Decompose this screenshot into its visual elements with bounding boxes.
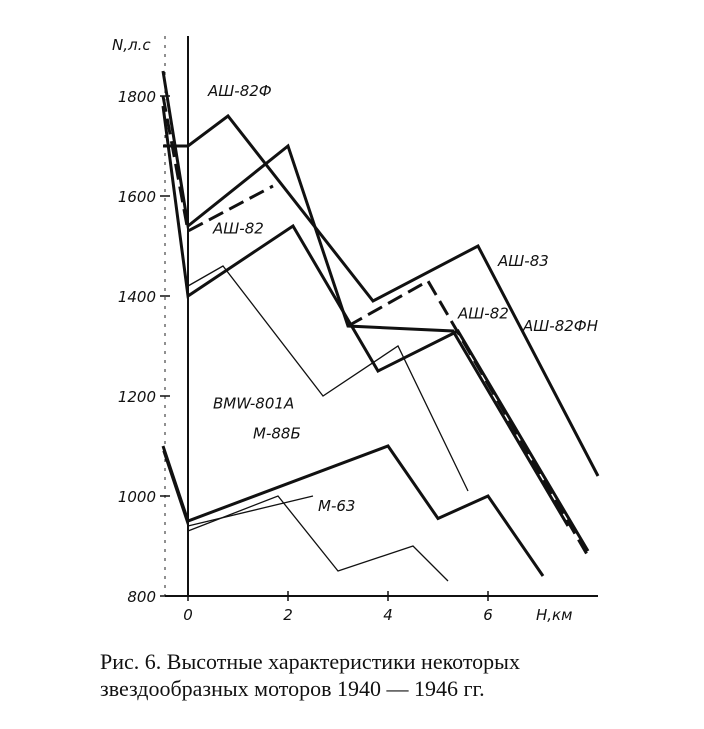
caption-line-1: Рис. 6. Высотные характеристики некоторых — [100, 649, 520, 674]
series-label-7: М-88Б — [253, 424, 301, 443]
series-line-2 — [163, 71, 568, 526]
series-label-5: АШ-82ФН — [523, 317, 598, 335]
y-tick-label: 800 — [127, 588, 156, 606]
series-label-3: АШ-83 — [498, 252, 549, 270]
y-tick-label: 1000 — [117, 488, 156, 506]
y-tick-label: 1800 — [117, 88, 156, 106]
caption-line-2: звездообразных моторов 1940 — 1946 гг. — [100, 676, 485, 701]
x-tick-label: 2 — [283, 606, 293, 624]
y-axis-label: N,л.с — [112, 36, 151, 54]
labels-layer — [207, 82, 598, 515]
figure-caption — [100, 648, 640, 702]
series-line-7 — [188, 266, 468, 491]
series-label-6: BMW-801A — [213, 394, 295, 413]
series-label-8: М-63 — [318, 497, 356, 515]
series-label-1: АШ-82Ф — [208, 82, 272, 100]
series-line-1 — [163, 116, 598, 476]
series-label-2: АШ-82 — [213, 219, 264, 238]
x-tick-label: 0 — [183, 606, 193, 624]
x-axis-label: H,км — [536, 606, 573, 624]
x-tick-label: 4 — [383, 606, 393, 624]
y-tick-label: 1200 — [117, 388, 156, 406]
y-tick-label: 1400 — [117, 288, 156, 306]
series-label-4: АШ-82 — [458, 304, 509, 323]
ticks-layer — [112, 36, 572, 624]
y-tick-label: 1600 — [117, 188, 156, 206]
x-tick-label: 6 — [483, 606, 493, 624]
series-line-4 — [163, 96, 273, 231]
